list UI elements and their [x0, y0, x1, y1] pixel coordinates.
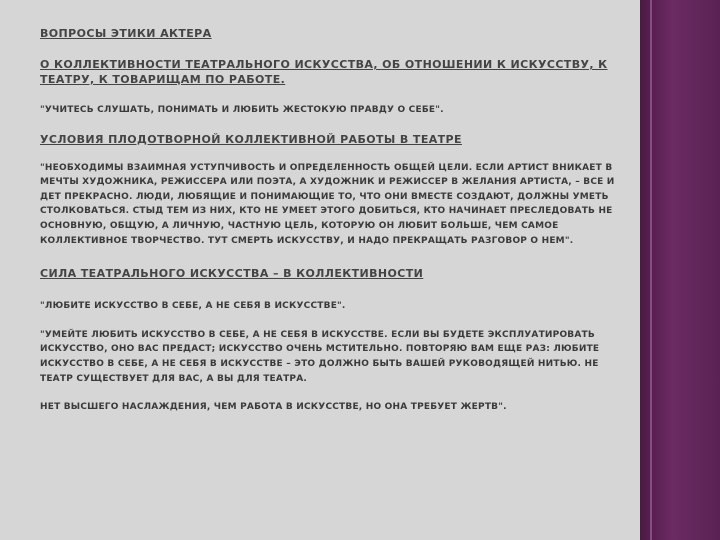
sidebar-stripe [650, 0, 652, 540]
section-heading-conditions: УСЛОВИЯ ПЛОДОТВОРНОЙ КОЛЛЕКТИВНОЙ РАБОТЫ В ТЕАТРЕ [40, 132, 462, 146]
quote-no-higher-pleasure: НЕТ ВЫСШЕГО НАСЛАЖДЕНИЯ, ЧЕМ РАБОТА В ИСКУССТВЕ, НО ОНА ТРЕБУЕТ ЖЕРТВ". [40, 402, 507, 413]
slide-content [40, 26, 620, 415]
quote-love-art: "ЛЮБИТЕ ИСКУССТВО В СЕБЕ, А НЕ СЕБЯ В ИСКУССТВЕ". [40, 301, 346, 312]
decorative-sidebar [640, 0, 720, 540]
intro-heading: О КОЛЛЕКТИВНОСТИ ТЕАТРАЛЬНОГО ИСКУССТВА, ОБ ОТНОШЕНИИ К ИСКУССТВУ, К ТЕАТРУ, К ТОВАРИЩАМ ПО РАБОТЕ. [40, 58, 608, 86]
quote-love-art-extended: "УМЕЙТЕ ЛЮБИТЬ ИСКУССТВО В СЕБЕ, А НЕ СЕБЯ В ИСКУССТВЕ. ЕСЛИ ВЫ БУДЕТЕ ЭКСПЛУАТИРОВАТЬ ИСКУССТВО, ОНО ВАС ПРЕДАСТ; ИСКУССТВО ОЧЕНЬ МСТИТЕЛЬНО. ПОВТОРЯЮ ВАМ ЕЩЕ РАЗ: ЛЮБИТЕ ИСКУССТВО В СЕБЕ, А НЕ СЕБЯ В ИСКУССТВЕ – ЭТО ДОЛЖНО БЫТЬ ВАШЕЙ РУКОВОДЯЩЕЙ НИТЬЮ. НЕ ТЕАТР СУЩЕСТВУЕТ ДЛЯ ВАС, А ВЫ ДЛЯ ТЕАТРА. [40, 329, 600, 384]
slide-title: ВОПРОСЫ ЭТИКИ АКТЕРА [40, 27, 212, 40]
section-heading-collectivity: СИЛА ТЕАТРАЛЬНОГО ИСКУССТВА – В КОЛЛЕКТИВНОСТИ [40, 267, 424, 281]
quote-listen-truth: "УЧИТЕСЬ СЛУШАТЬ, ПОНИМАТЬ И ЛЮБИТЬ ЖЕСТОКУЮ ПРАВДУ О СЕБЕ". [40, 105, 444, 115]
quote-mutual-compliance: "НЕОБХОДИМЫ ВЗАИМНАЯ УСТУПЧИВОСТЬ И ОПРЕДЕЛЕННОСТЬ ОБЩЕЙ ЦЕЛИ. ЕСЛИ АРТИСТ ВНИКАЕТ В МЕЧТЫ ХУДОЖНИКА, РЕЖИССЕРА ИЛИ ПОЭТА, А ХУДОЖНИК И РЕЖИССЕР В ЖЕЛАНИЯ АРТИСТА, – ВСЕ И ДЕТ ПРЕКРАСНО. ЛЮДИ, ЛЮБЯЩИЕ И ПОНИМАЮЩИЕ ТО, ЧТО ОНИ ВМЕСТЕ СОЗДАЮТ, ДОЛЖНЫ УМЕТЬ СТОЛКОВАТЬСЯ. СТЫД ТЕМ ИЗ НИХ, КТО НЕ УМЕЕТ ЭТОГО ДОБИТЬСЯ, КТО НАЧИНАЕТ ПРЕСЛЕДОВАТЬ НЕ ОСНОВНУЮ, ОБЩУЮ, А ЛИЧНУЮ, ЧАСТНУЮ ЦЕЛЬ, КОТОРУЮ ОН ЛЮБИТ БОЛЬШЕ, ЧЕМ САМОЕ КОЛЛЕКТИВНОЕ ТВОРЧЕСТВО. ТУТ СМЕРТЬ ИСКУССТВУ, И НАДО ПРЕКРАЩАТЬ РАЗГОВОР О НЕМ". [40, 162, 615, 246]
